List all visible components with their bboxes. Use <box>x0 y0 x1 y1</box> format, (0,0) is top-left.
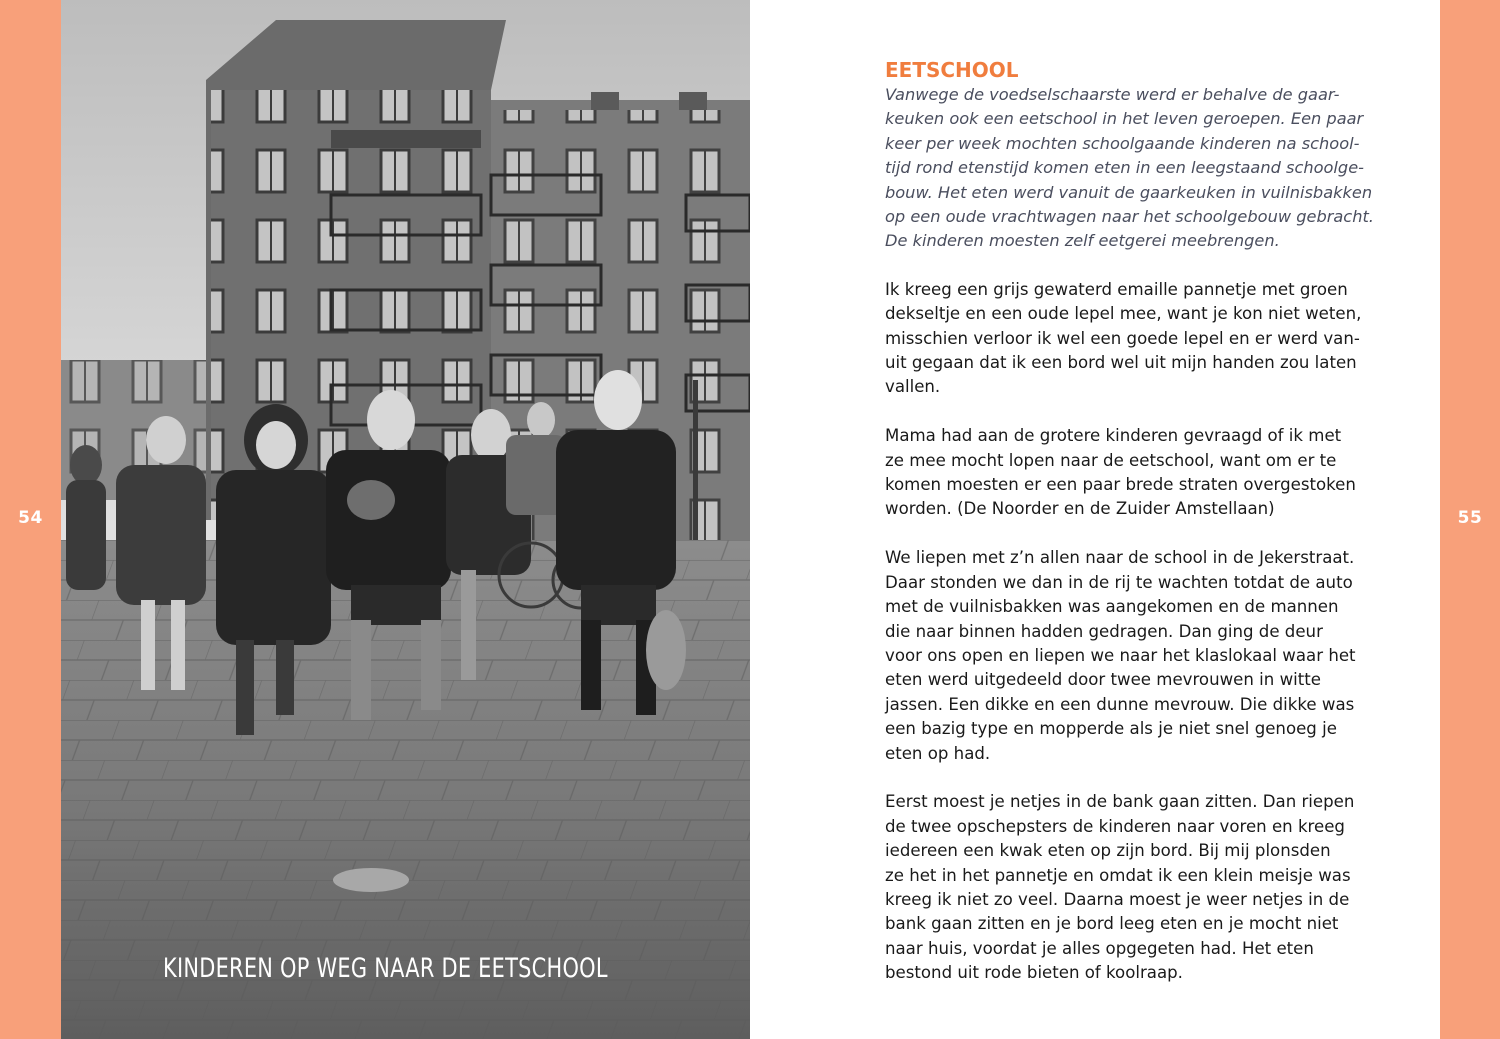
body-paragraph-4: Eerst moest je netjes in de bank gaan zitten. Dan riepen de twee opschepsters de kinderen naar voren en kreeg iedereen een kwak eten op zijn bord. Bij mij plonsden ze het in het pannetje en omdat ik een klein meisje was kreeg ik niet zo veel. Daarna moest je weer netjes in de bank gaan zitten en je bord leeg eten en je mocht niet naar huis, voordat je alles opgegeten had. Het eten bestond uit rode bieten of koolraap. <box>885 792 1355 983</box>
text-column <box>885 57 1395 1010</box>
photo-caption: KINDEREN OP WEG NAAR DE EETSCHOOL <box>163 953 608 984</box>
photo-schoolchildren-walking <box>61 0 750 1039</box>
historic-photo <box>61 0 750 1039</box>
body-paragraph-1: Ik kreeg een grijs gewaterd emaille pannetje met groen dekseltje en een oude lepel mee, want je kon niet weten, misschien verloor ik wel een goede lepel en er werd van- uit gegaan dat ik een bord wel uit mijn handen zou laten vallen. <box>885 279 1362 397</box>
intro-paragraph: Vanwege de voedselschaarste werd er behalve de gaar- keuken ook een eetschool in het leven geroepen. Een paar keer per week mochten schoolgaande kinderen na school- tijd rond etenstijd komen eten in een leegstaand schoolge- bouw. Het eten werd vanuit de gaarkeuken in vuilnisbakken op een oude vrachtwagen naar het schoolgebouw gebracht. De kinderen moesten zelf eetgerei meebrengen. <box>885 85 1374 251</box>
body-paragraph-3: We liepen met z’n allen naar de school in de Jekerstraat. Daar stonden we dan in de rij te wachten totdat de auto met de vuilnisbakken was aangekomen en de mannen die naar binnen hadden gedragen. Dan ging de deur voor ons open en liepen we naar het klaslokaal waar het eten werd uitgedeeld door twee mevrouwen in witte jassen. Een dikke en een dunne mevrouw. Die dikke was een bazig type en mopperde als je niet snel genoeg je eten op had. <box>885 548 1356 763</box>
body-paragraph-2: Mama had aan de grotere kinderen gevraagd of ik met ze mee mocht lopen naar de eetschool, want om er te komen moesten er een paar brede straten overgestoken worden. (De Noorder en de Zuider Amstellaan) <box>885 426 1356 519</box>
page-number-right: 55 <box>1457 508 1483 528</box>
section-heading: EETSCHOOL <box>885 58 1019 82</box>
page-number-left: 54 <box>18 508 43 528</box>
